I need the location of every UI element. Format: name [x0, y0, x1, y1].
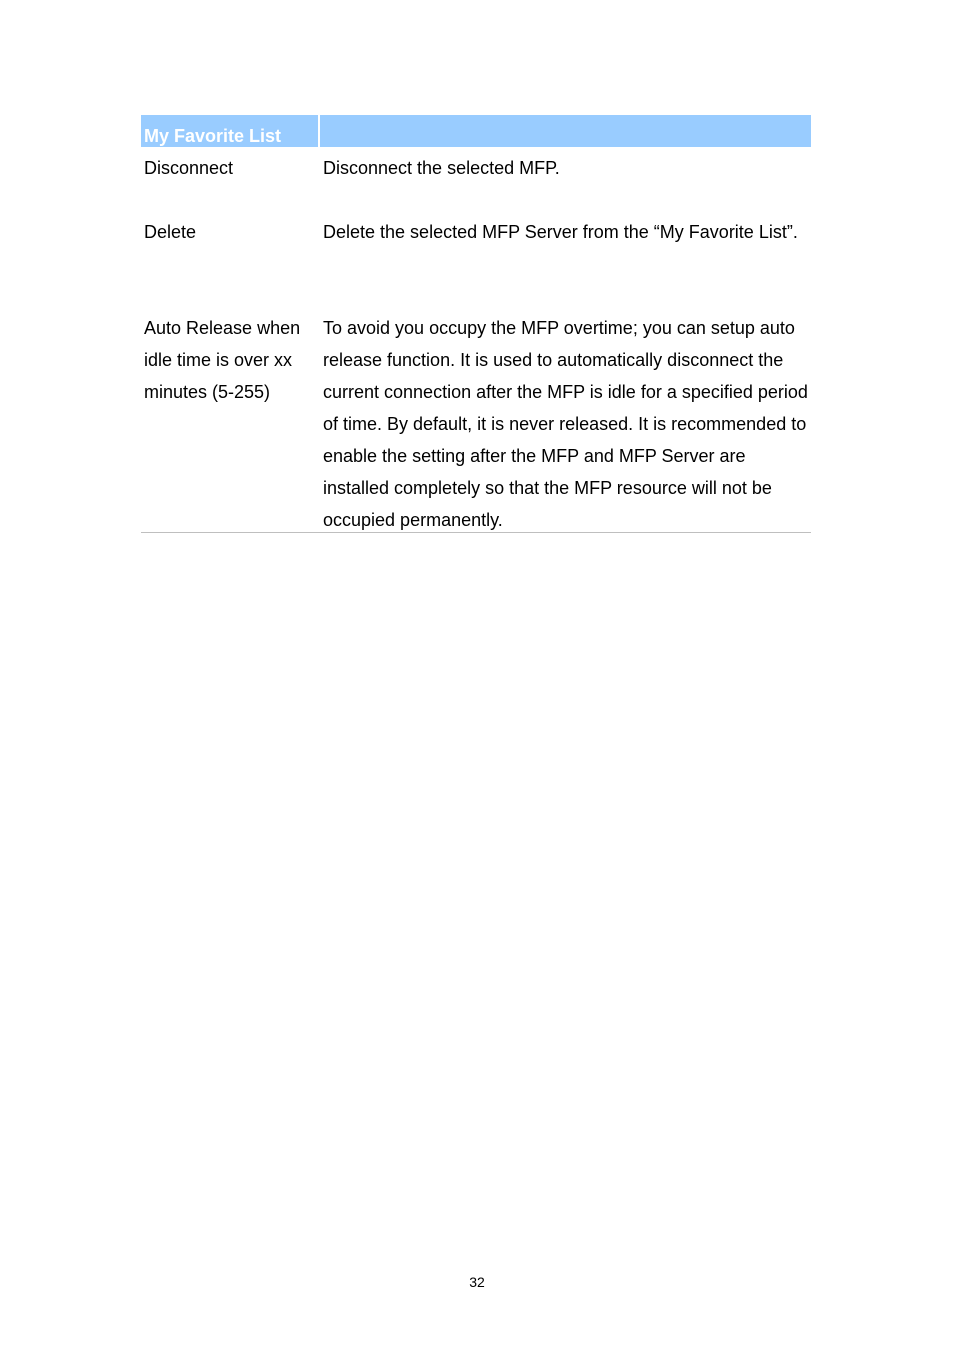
row-name: Auto Release when idle time is over xx minutes (5-255) — [144, 318, 301, 402]
row-description: Disconnect the selected MFP. — [323, 158, 560, 178]
row-name: Delete — [144, 222, 197, 242]
favorite-list-table — [141, 115, 811, 533]
table-row-delete — [141, 216, 811, 286]
table-row-disconnect — [141, 152, 811, 192]
table-row-auto-release — [141, 312, 811, 536]
row-description: To avoid you occupy the MFP overtime; you can setup auto release function. It is used to automatically disconnect the current connection after the MFP is idle for a specified period of time. By default, it is never released. It is recommended to enable the setting after the MFP and MFP Server are installed completely so that the MFP resource will not be occupied permanently. — [323, 318, 808, 530]
row-description: Delete the selected MFP Server from the “My Favorite List”. — [323, 222, 798, 242]
row-name: Disconnect — [144, 158, 234, 178]
table-header — [141, 115, 811, 147]
table-header-title: My Favorite List — [144, 126, 282, 146]
page-number: 32 — [469, 1274, 485, 1290]
